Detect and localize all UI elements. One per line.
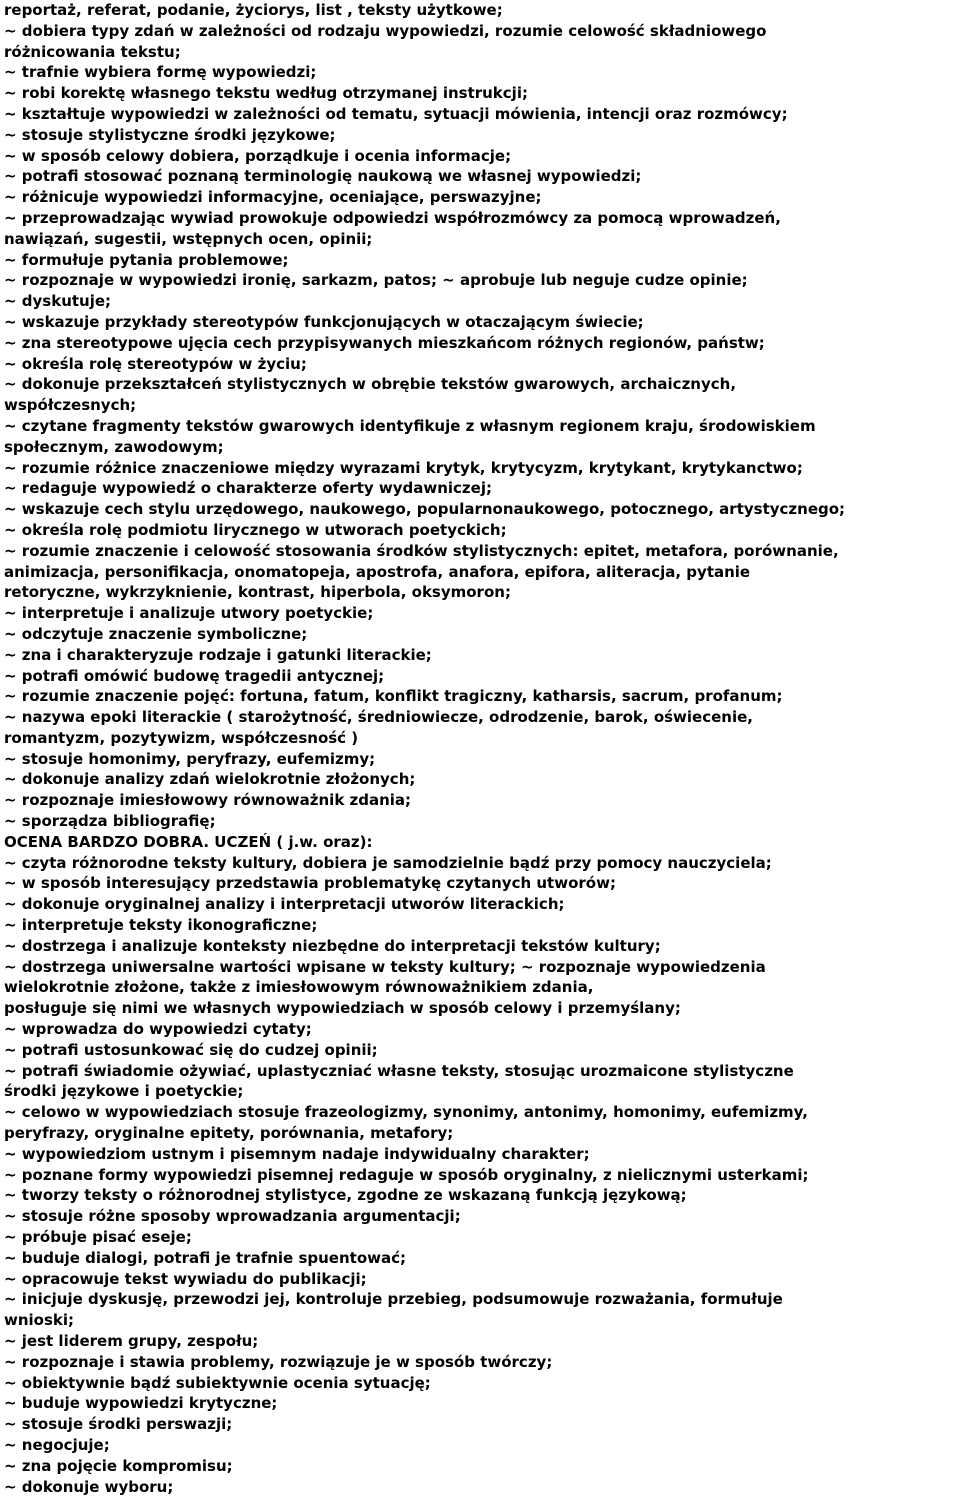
text-line: środki językowe i poetyckie;	[4, 1082, 244, 1101]
text-line: ~ stosuje różne sposoby wprowadzania argumentacji;	[4, 1207, 461, 1226]
text-line: ~ dostrzega uniwersalne wartości wpisane w teksty kultury; ~ rozpoznaje wypowiedzenia	[4, 957, 766, 976]
text-line: różnicowania tekstu;	[4, 42, 181, 61]
text-line: reportaż, referat, podanie, życiorys, list , teksty użytkowe;	[4, 1, 503, 19]
text-line: ~ stosuje homonimy, peryfrazy, eufemizmy;	[4, 749, 376, 768]
text-line: ~ interpretuje teksty ikonograficzne;	[4, 916, 318, 935]
text-line: ~ kształtuje wypowiedzi w zależności od tematu, sytuacji mówienia, intencji oraz rozmówcy;	[4, 104, 788, 123]
text-line: ~ obiektywnie bądź subiektywnie ocenia sytuację;	[4, 1373, 431, 1392]
text-line: wielokrotnie złożone, także z imiesłowowym równoważnikiem zdania,	[4, 978, 594, 997]
text-line: ~ stosuje stylistyczne środki językowe;	[4, 125, 336, 144]
text-line: ~ potrafi omówić budowę tragedii antycznej;	[4, 666, 385, 685]
text-line: ~ celowo w wypowiedziach stosuje frazeologizmy, synonimy, antonimy, homonimy, eufemizmy,	[4, 1103, 808, 1122]
text-line: ~ w sposób interesujący przedstawia problematykę czytanych utworów;	[4, 874, 616, 893]
text-line: ~ buduje dialogi, potrafi je trafnie spuentować;	[4, 1248, 406, 1267]
text-line: ~ potrafi ustosunkować się do cudzej opinii;	[4, 1040, 378, 1059]
text-line: wnioski;	[4, 1311, 75, 1330]
text-line: ~ potrafi świadomie ożywiać, uplastyczniać własne teksty, stosując urozmaicone stylistyczne	[4, 1061, 794, 1080]
text-line: ~ zna pojęcie kompromisu;	[4, 1456, 233, 1475]
text-line: ~ negocjuje;	[4, 1435, 110, 1454]
text-line: społecznym, zawodowym;	[4, 437, 224, 456]
text-line: ~ dobiera typy zdań w zależności od rodzaju wypowiedzi, rozumie celowość składniowego	[4, 21, 767, 40]
text-line: ~ zna stereotypowe ujęcia cech przypisywanych mieszkańcom różnych regionów, państw;	[4, 333, 765, 352]
text-line: ~ buduje wypowiedzi krytyczne;	[4, 1394, 278, 1413]
text-line: ~ potrafi stosować poznaną terminologię naukową we własnej wypowiedzi;	[4, 167, 642, 186]
text-line: współczesnych;	[4, 396, 137, 415]
text-line: ~ interpretuje i analizuje utwory poetyckie;	[4, 604, 374, 623]
text-line: ~ dokonuje oryginalnej analizy i interpretacji utworów literackich;	[4, 895, 565, 914]
text-line: ~ tworzy teksty o różnorodnej stylistyce, zgodne ze wskazaną funkcją językową;	[4, 1186, 687, 1205]
text-line: ~ robi korektę własnego tekstu według otrzymanej instrukcji;	[4, 84, 528, 103]
text-line: ~ czytane fragmenty tekstów gwarowych identyfikuje z własnym regionem kraju, środowiskiem	[4, 416, 816, 435]
text-line: ~ zna i charakteryzuje rodzaje i gatunki literackie;	[4, 645, 432, 664]
text-line: animizacja, personifikacja, onomatopeja, apostrofa, anafora, epifora, aliteracja, pytanie	[4, 562, 751, 581]
text-line: peryfrazy, oryginalne epitety, porównania, metafory;	[4, 1124, 454, 1143]
text-line: romantyzm, pozytywizm, współczesność )	[4, 728, 359, 747]
text-line: ~ nazywa epoki literackie ( starożytność, średniowiecze, odrodzenie, barok, oświecenie,	[4, 708, 753, 727]
text-line: ~ dokonuje wyboru;	[4, 1477, 174, 1496]
text-line: ~ dokonuje analizy zdań wielokrotnie złożonych;	[4, 770, 416, 789]
text-line: ~ określa rolę podmiotu lirycznego w utworach poetyckich;	[4, 520, 507, 539]
text-line: ~ stosuje środki perswazji;	[4, 1415, 233, 1434]
text-line: OCENA BARDZO DOBRA. UCZEŃ ( j.w. oraz):	[4, 832, 373, 851]
text-line: ~ w sposób celowy dobiera, porządkuje i ocenia informacje;	[4, 146, 512, 165]
text-line: ~ wskazuje przykłady stereotypów funkcjonujących w otaczającym świecie;	[4, 312, 644, 331]
text-line: ~ redaguje wypowiedź o charakterze oferty wydawniczej;	[4, 479, 492, 498]
text-line: ~ wprowadza do wypowiedzi cytaty;	[4, 1020, 312, 1039]
text-line: ~ określa rolę stereotypów w życiu;	[4, 354, 307, 373]
text-line: ~ dokonuje przekształceń stylistycznych w obrębie tekstów gwarowych, archaicznych,	[4, 375, 737, 394]
text-line: ~ różnicuje wypowiedzi informacyjne, oceniające, perswazyjne;	[4, 188, 542, 207]
text-line: ~ rozumie różnice znaczeniowe między wyrazami krytyk, krytycyzm, krytykant, krytykanctwo;	[4, 458, 803, 477]
text-line: ~ czyta różnorodne teksty kultury, dobiera je samodzielnie bądź przy pomocy nauczyciela;	[4, 853, 772, 872]
text-line: ~ dostrzega i analizuje konteksty niezbędne do interpretacji tekstów kultury;	[4, 936, 661, 955]
text-line: ~ dyskutuje;	[4, 292, 112, 311]
text-line: ~ wypowiedziom ustnym i pisemnym nadaje indywidualny charakter;	[4, 1144, 590, 1163]
text-line: ~ rozpoznaje w wypowiedzi ironię, sarkazm, patos; ~ aprobuje lub neguje cudze opinie;	[4, 271, 748, 290]
text-line: ~ odczytuje znaczenie symboliczne;	[4, 624, 308, 643]
text-line: ~ próbuje pisać eseje;	[4, 1228, 192, 1247]
text-line: ~ trafnie wybiera formę wypowiedzi;	[4, 63, 317, 82]
text-line: ~ formułuje pytania problemowe;	[4, 250, 289, 269]
text-line: ~ jest liderem grupy, zespołu;	[4, 1332, 259, 1350]
text-line: ~ rozumie znaczenie pojęć: fortuna, fatum, konflikt tragiczny, katharsis, sacrum, profanum;	[4, 687, 783, 706]
text-line: ~ inicjuje dyskusję, przewodzi jej, kontroluje przebieg, podsumowuje rozważania, formułuje	[4, 1290, 783, 1309]
text-line: ~ przeprowadzając wywiad prowokuje odpowiedzi współrozmówcy za pomocą wprowadzeń,	[4, 208, 781, 227]
text-line: ~ opracowuje tekst wywiadu do publikacji;	[4, 1269, 367, 1288]
text-line: ~ sporządza bibliografię;	[4, 812, 216, 831]
text-line: ~ wskazuje cech stylu urzędowego, naukowego, popularnonaukowego, potocznego, artystycznego;	[4, 500, 846, 519]
text-line: posługuje się nimi we własnych wypowiedziach w sposób celowy i przemyślany;	[4, 999, 681, 1018]
text-line: retoryczne, wykrzyknienie, kontrast, hiperbola, oksymoron;	[4, 583, 511, 602]
text-line: ~ rozpoznaje imiesłowowy równoważnik zdania;	[4, 791, 412, 810]
text-line: nawiązań, sugestii, wstępnych ocen, opinii;	[4, 229, 373, 248]
text-line: ~ rozpoznaje i stawia problemy, rozwiązuje je w sposób twórczy;	[4, 1352, 553, 1371]
text-line: ~ poznane formy wypowiedzi pisemnej redaguje w sposób oryginalny, z nielicznymi usterkami;	[4, 1165, 809, 1184]
text-line: ~ rozumie znaczenie i celowość stosowania środków stylistycznych: epitet, metafora, porównanie,	[4, 541, 839, 560]
